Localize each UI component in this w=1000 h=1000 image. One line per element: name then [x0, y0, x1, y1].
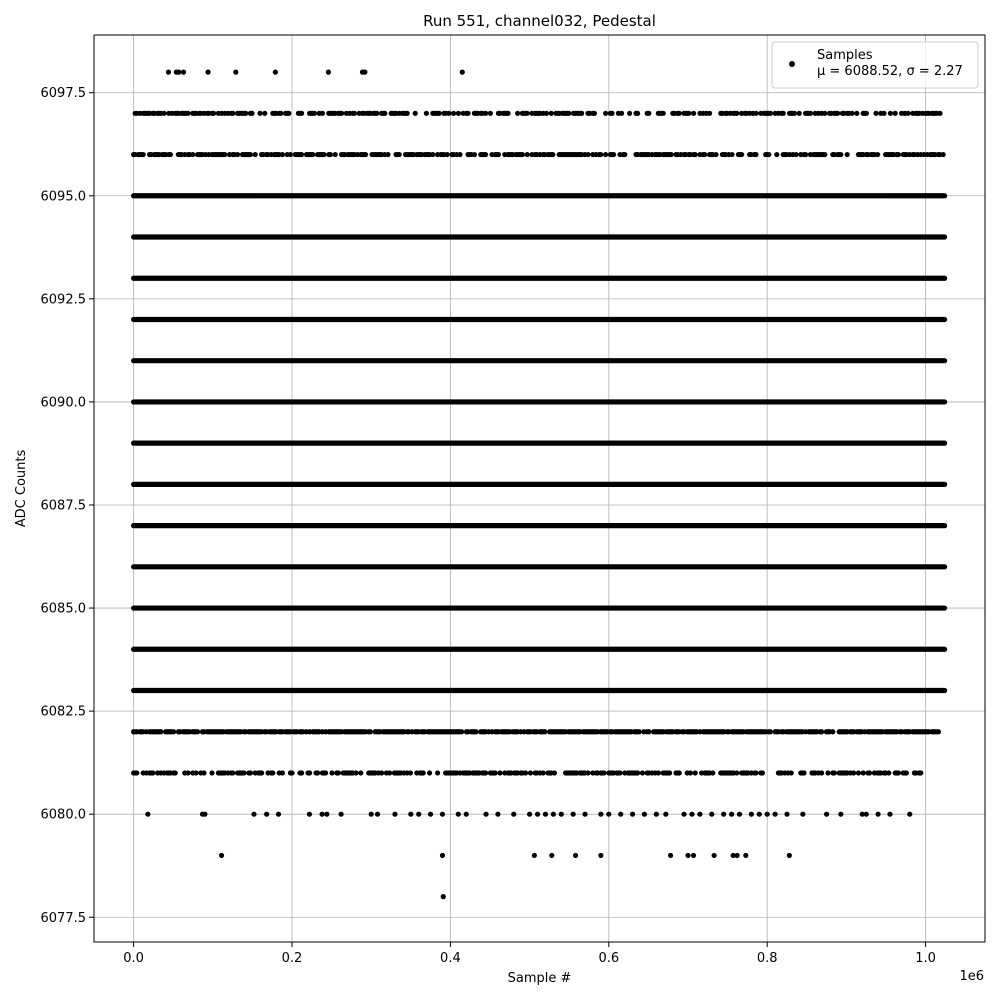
- data-point: [702, 152, 707, 157]
- data-point: [321, 152, 326, 157]
- data-point: [712, 853, 717, 858]
- data-point: [787, 853, 792, 858]
- data-point: [566, 111, 571, 116]
- data-point: [789, 770, 794, 775]
- data-point: [323, 770, 328, 775]
- data-point: [387, 770, 392, 775]
- data-point: [161, 111, 166, 116]
- y-tick-label: 6097.5: [40, 86, 86, 102]
- data-point: [190, 152, 195, 157]
- data-point: [456, 812, 461, 817]
- data-point: [830, 729, 835, 734]
- data-point: [627, 111, 632, 116]
- data-point: [618, 812, 623, 817]
- data-point: [496, 152, 501, 157]
- data-point: [585, 152, 590, 157]
- data-point: [273, 70, 278, 75]
- data-point: [573, 853, 578, 858]
- data-point: [792, 111, 797, 116]
- data-point: [532, 853, 537, 858]
- data-point: [541, 770, 546, 775]
- data-point: [158, 729, 163, 734]
- data-point: [527, 812, 532, 817]
- data-point: [299, 152, 304, 157]
- data-point: [549, 853, 554, 858]
- data-point: [483, 770, 488, 775]
- data-point: [483, 111, 488, 116]
- data-point: [905, 111, 910, 116]
- data-point: [888, 111, 893, 116]
- data-point: [753, 111, 758, 116]
- data-point: [559, 812, 564, 817]
- data-point: [374, 111, 379, 116]
- data-point: [134, 770, 139, 775]
- data-point: [456, 111, 461, 116]
- data-point: [668, 853, 673, 858]
- data-point: [835, 111, 840, 116]
- data-point: [856, 770, 861, 775]
- data-point: [299, 770, 304, 775]
- data-point: [893, 111, 898, 116]
- y-tick-label: 6085.0: [40, 601, 86, 617]
- data-point: [249, 111, 254, 116]
- data-point: [427, 770, 432, 775]
- data-point: [362, 70, 367, 75]
- data-point: [941, 152, 946, 157]
- data-point: [542, 729, 547, 734]
- data-point: [937, 111, 942, 116]
- data-point: [307, 770, 312, 775]
- data-point: [445, 152, 450, 157]
- data-point: [270, 770, 275, 775]
- data-point: [609, 111, 614, 116]
- data-point: [382, 111, 387, 116]
- data-point: [535, 812, 540, 817]
- data-point: [822, 152, 827, 157]
- data-point: [495, 812, 500, 817]
- data-point: [230, 770, 235, 775]
- data-point: [286, 111, 291, 116]
- data-point: [642, 812, 647, 817]
- data-point: [765, 812, 770, 817]
- data-point: [635, 111, 640, 116]
- data-point: [299, 111, 304, 116]
- data-point: [819, 729, 824, 734]
- data-point: [881, 111, 886, 116]
- legend-series-name: Samples: [817, 48, 873, 63]
- data-point: [688, 770, 693, 775]
- data-point: [825, 770, 830, 775]
- data-point: [262, 111, 267, 116]
- data-point: [413, 111, 418, 116]
- data-point: [375, 812, 380, 817]
- data-point: [150, 770, 155, 775]
- data-point: [185, 770, 190, 775]
- data-point: [918, 770, 923, 775]
- data-point: [886, 770, 891, 775]
- data-point: [528, 770, 533, 775]
- data-point: [505, 111, 510, 116]
- data-point: [195, 729, 200, 734]
- data-point: [734, 770, 739, 775]
- data-point: [552, 770, 557, 775]
- data-point: [793, 152, 798, 157]
- data-point: [875, 152, 880, 157]
- data-point: [219, 853, 224, 858]
- data-point: [713, 152, 718, 157]
- data-point: [656, 770, 661, 775]
- x-tick-label: 0.6: [598, 951, 620, 966]
- data-point: [428, 812, 433, 817]
- data-point: [686, 111, 691, 116]
- data-point: [681, 812, 686, 817]
- data-point: [661, 111, 666, 116]
- data-point: [430, 152, 435, 157]
- data-point: [838, 152, 843, 157]
- data-point: [861, 770, 866, 775]
- data-point: [819, 770, 824, 775]
- data-point: [379, 770, 384, 775]
- data-point: [352, 111, 357, 116]
- data-point: [571, 812, 576, 817]
- data-point: [845, 152, 850, 157]
- data-point: [768, 729, 773, 734]
- data-point: [582, 812, 587, 817]
- data-point: [579, 111, 584, 116]
- data-point: [181, 70, 186, 75]
- data-point: [766, 152, 771, 157]
- data-point: [729, 812, 734, 817]
- data-point: [264, 812, 269, 817]
- data-point: [222, 152, 227, 157]
- data-point: [896, 770, 901, 775]
- data-point: [457, 152, 462, 157]
- data-point: [637, 729, 642, 734]
- data-point: [729, 152, 734, 157]
- data-point: [685, 853, 690, 858]
- data-point: [230, 111, 235, 116]
- data-point: [176, 70, 181, 75]
- data-point: [193, 770, 198, 775]
- data-point: [441, 894, 446, 899]
- data-point: [709, 812, 714, 817]
- data-point: [822, 111, 827, 116]
- data-point: [606, 812, 611, 817]
- data-point: [515, 111, 520, 116]
- data-point: [743, 853, 748, 858]
- data-point: [446, 111, 451, 116]
- data-point: [336, 770, 341, 775]
- data-point: [460, 70, 465, 75]
- data-point: [592, 111, 597, 116]
- data-point: [849, 111, 854, 116]
- data-point: [654, 812, 659, 817]
- data-point: [904, 770, 909, 775]
- data-point: [251, 812, 256, 817]
- data-point: [288, 152, 293, 157]
- data-point: [646, 111, 651, 116]
- data-point: [864, 111, 869, 116]
- data-point: [663, 812, 668, 817]
- data-point: [329, 770, 334, 775]
- data-point: [617, 770, 622, 775]
- data-point: [408, 812, 413, 817]
- data-point: [307, 812, 312, 817]
- data-point: [511, 812, 516, 817]
- data-point: [257, 111, 262, 116]
- y-tick-label: 6092.5: [40, 292, 86, 308]
- data-point: [408, 770, 413, 775]
- data-point: [549, 111, 554, 116]
- data-point: [667, 770, 672, 775]
- data-point: [677, 770, 682, 775]
- data-point: [440, 853, 445, 858]
- data-point: [173, 770, 178, 775]
- data-point: [493, 770, 498, 775]
- data-point: [864, 812, 869, 817]
- data-point: [168, 152, 173, 157]
- data-point: [697, 812, 702, 817]
- data-point: [851, 770, 856, 775]
- legend: [772, 42, 978, 88]
- data-point: [253, 152, 258, 157]
- data-point: [248, 770, 253, 775]
- data-point: [473, 729, 478, 734]
- data-point: [451, 111, 456, 116]
- data-point: [319, 812, 324, 817]
- data-point: [693, 152, 698, 157]
- data-point: [721, 812, 726, 817]
- data-point: [280, 770, 285, 775]
- data-point: [734, 111, 739, 116]
- data-point: [333, 152, 338, 157]
- data-point: [435, 770, 440, 775]
- data-point: [141, 152, 146, 157]
- data-point: [598, 812, 603, 817]
- data-point: [781, 111, 786, 116]
- data-point: [635, 770, 640, 775]
- data-point: [472, 152, 477, 157]
- data-point: [896, 152, 901, 157]
- data-point: [677, 111, 682, 116]
- data-point: [421, 770, 426, 775]
- data-point: [773, 812, 778, 817]
- data-point: [465, 111, 470, 116]
- data-point: [611, 152, 616, 157]
- data-point: [520, 152, 525, 157]
- x-tick-label: 0.2: [281, 951, 303, 966]
- data-point: [241, 770, 246, 775]
- data-point: [867, 770, 872, 775]
- data-point: [669, 152, 674, 157]
- data-point: [289, 770, 294, 775]
- y-tick-label: 6090.0: [40, 395, 86, 411]
- data-point: [201, 770, 206, 775]
- data-point: [691, 853, 696, 858]
- data-point: [907, 812, 912, 817]
- data-point: [693, 770, 698, 775]
- data-point: [854, 111, 859, 116]
- data-point: [497, 770, 502, 775]
- data-point: [363, 152, 368, 157]
- data-point: [873, 111, 878, 116]
- data-point: [326, 70, 331, 75]
- data-point: [171, 729, 176, 734]
- data-point: [369, 812, 374, 817]
- data-point: [838, 812, 843, 817]
- data-point: [753, 770, 758, 775]
- y-axis-label: ADC Counts: [14, 449, 29, 528]
- data-point: [416, 812, 421, 817]
- data-point: [280, 152, 285, 157]
- x-tick-label: 0.4: [440, 951, 461, 966]
- data-point: [603, 152, 608, 157]
- data-point: [832, 770, 837, 775]
- data-point: [185, 111, 190, 116]
- data-point: [320, 111, 325, 116]
- data-point: [525, 152, 530, 157]
- data-point: [757, 812, 762, 817]
- data-point: [784, 812, 789, 817]
- x-tick-label: 0.8: [756, 951, 778, 966]
- data-point: [276, 812, 281, 817]
- data-point: [760, 770, 765, 775]
- x-axis-offset-label: 1e6: [959, 969, 984, 984]
- data-point: [646, 729, 651, 734]
- data-point: [551, 812, 556, 817]
- data-point: [424, 111, 429, 116]
- data-point: [689, 812, 694, 817]
- legend-marker: [789, 61, 795, 67]
- data-point: [737, 812, 742, 817]
- data-point: [483, 812, 488, 817]
- data-point: [735, 853, 740, 858]
- data-point: [459, 729, 464, 734]
- legend-stats-label: μ = 6088.52, σ = 2.27: [817, 64, 963, 79]
- x-tick-label: 0.0: [123, 951, 144, 966]
- data-point: [310, 152, 315, 157]
- data-point: [315, 770, 320, 775]
- data-point: [875, 812, 880, 817]
- data-point: [324, 812, 329, 817]
- data-point: [598, 853, 603, 858]
- data-point: [235, 152, 240, 157]
- data-point: [774, 152, 779, 157]
- data-point: [211, 111, 216, 116]
- y-tick-label: 6082.5: [40, 704, 86, 720]
- data-point: [405, 111, 410, 116]
- data-point: [464, 812, 469, 817]
- data-point: [397, 152, 402, 157]
- data-point: [440, 812, 445, 817]
- data-point: [585, 770, 590, 775]
- data-point: [543, 812, 548, 817]
- data-point: [339, 812, 344, 817]
- data-point: [797, 111, 802, 116]
- data-point: [640, 770, 645, 775]
- data-point: [887, 812, 892, 817]
- data-point: [243, 111, 248, 116]
- data-point: [278, 111, 283, 116]
- data-point: [808, 111, 813, 116]
- data-point: [544, 111, 549, 116]
- data-point: [523, 770, 528, 775]
- data-point: [619, 111, 624, 116]
- data-point: [145, 812, 150, 817]
- data-point: [209, 770, 214, 775]
- data-point: [392, 812, 397, 817]
- data-point: [803, 152, 808, 157]
- data-point: [800, 812, 805, 817]
- x-tick-label: 1.0: [915, 951, 936, 966]
- data-point: [437, 111, 442, 116]
- data-point: [824, 812, 829, 817]
- data-point: [525, 111, 530, 116]
- data-point: [753, 152, 758, 157]
- y-tick-label: 6095.0: [40, 189, 86, 205]
- y-tick-label: 6077.5: [40, 910, 86, 926]
- data-point: [328, 152, 333, 157]
- x-axis-label: Sample #: [507, 971, 572, 986]
- chart-title: Run 551, channel032, Pedestal: [423, 12, 656, 30]
- data-point: [936, 729, 941, 734]
- data-point: [622, 152, 627, 157]
- data-point: [353, 770, 358, 775]
- data-point: [339, 111, 344, 116]
- data-point: [233, 70, 238, 75]
- data-point: [248, 152, 253, 157]
- y-tick-label: 6087.5: [40, 498, 86, 514]
- data-point: [488, 111, 493, 116]
- data-point: [801, 770, 806, 775]
- data-point: [202, 812, 207, 817]
- data-point: [691, 111, 696, 116]
- data-point: [603, 111, 608, 116]
- data-point: [749, 812, 754, 817]
- data-point: [707, 111, 712, 116]
- data-point: [550, 152, 555, 157]
- data-point: [312, 111, 317, 116]
- data-point: [768, 111, 773, 116]
- data-point: [385, 152, 390, 157]
- data-point: [601, 770, 606, 775]
- y-tick-label: 6080.0: [40, 807, 86, 823]
- data-point: [483, 152, 488, 157]
- data-point: [358, 770, 363, 775]
- data-point: [739, 152, 744, 157]
- data-point: [205, 70, 210, 75]
- data-point: [368, 729, 373, 734]
- data-point: [166, 70, 171, 75]
- data-point: [710, 770, 715, 775]
- data-point: [259, 770, 264, 775]
- data-point: [598, 152, 603, 157]
- data-point: [630, 812, 635, 817]
